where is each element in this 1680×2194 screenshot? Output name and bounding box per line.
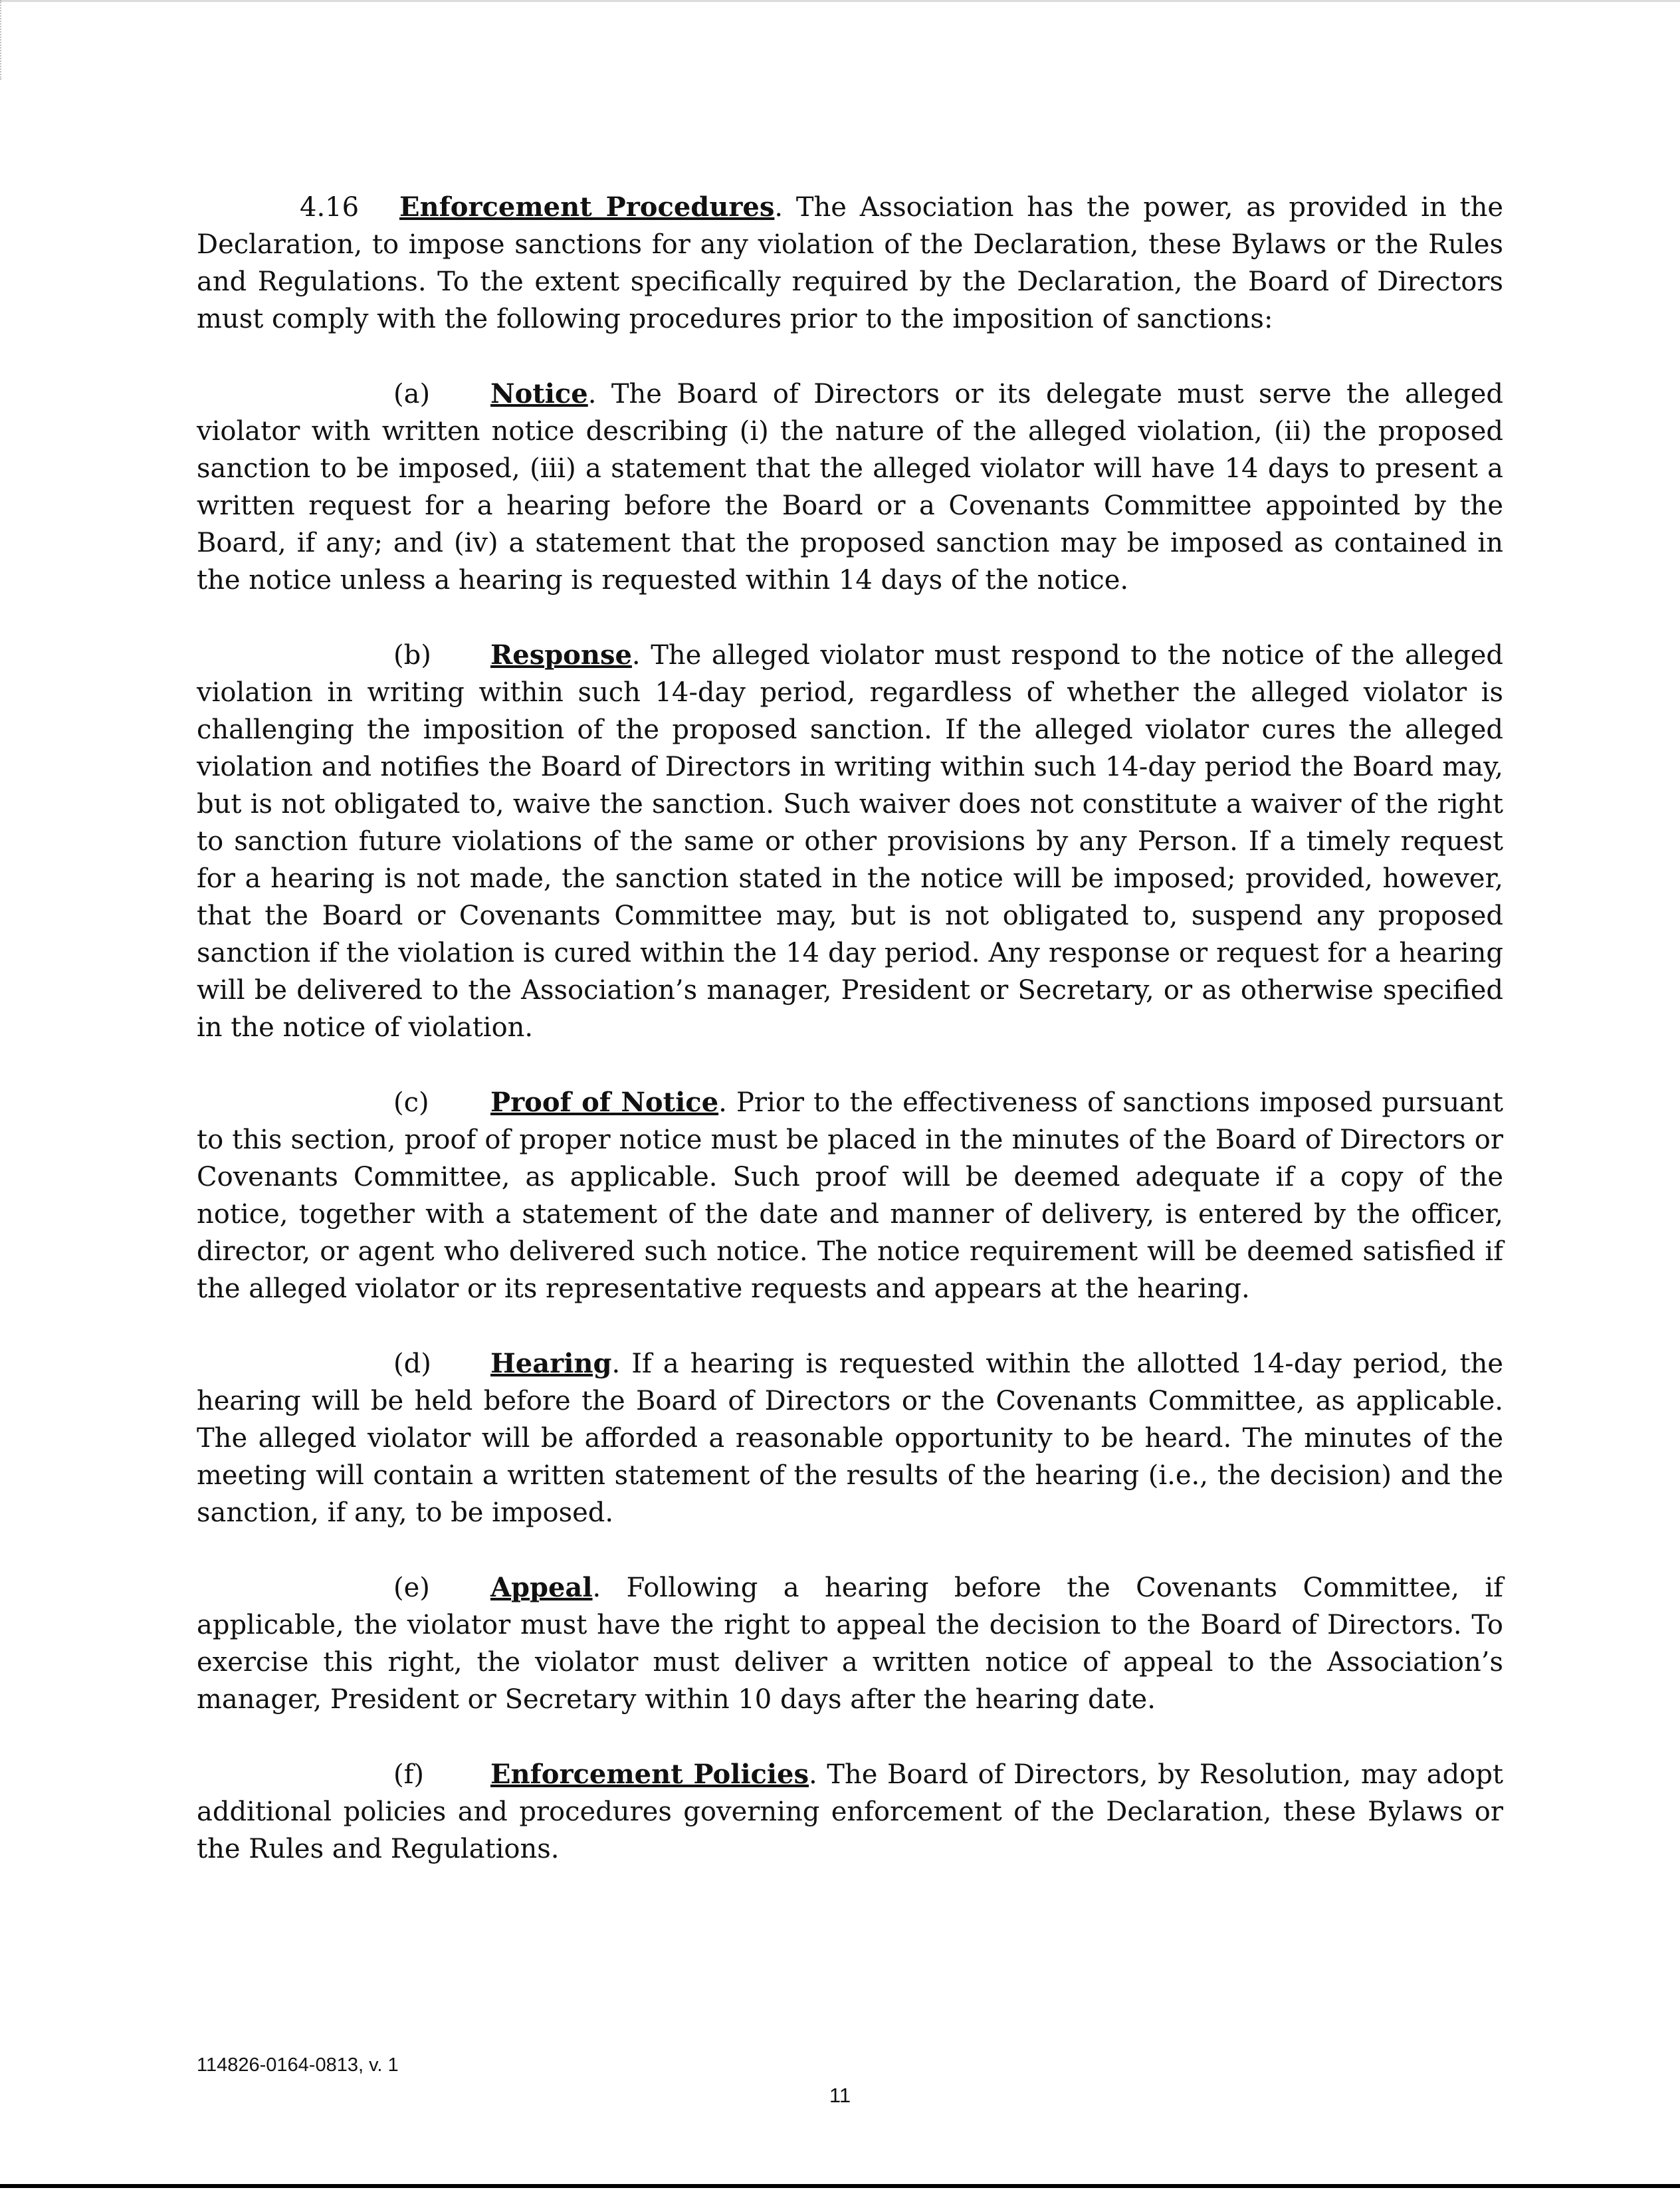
subsection-letter: (a) (393, 379, 431, 409)
subsection-letter: (f) (393, 1759, 425, 1790)
top-edge-line (0, 0, 1680, 2)
subsection-body: . The Board of Directors, by Resolution, may adopt additional policies and procedures governing enforcement of the Declaration, these Bylaws or the Rules and Regulations. (197, 1759, 1504, 1864)
subsection-f-enforcement-policies (197, 1756, 1503, 1868)
subsection-body: . Following a hearing before the Covenants Committee, if applicable, the violator must have the right to appeal the decision to the Board of Directors. To exercise this right, the violator must deliver a written notice of appeal to the Association’s manager, President or Secretary within 10 days after the hearing date. (197, 1573, 1503, 1715)
section-body: . The Association has the power, as provided in the Declaration, to impose sanctions for any violation of the Declaration, these Bylaws or the Rules and Regulations. To the extent specifically required by the Declaration, the Board of Directors must comply with the following procedures prior to the imposition of sanctions: (197, 192, 1503, 334)
document-page (197, 189, 1503, 1906)
subsection-body: . If a hearing is requested within the allotted 14-day period, the hearing will be held before the Board of Directors or the Covenants Committee, as applicable. The alleged violator will be afforded a reasonable opportunity to be heard. The minutes of the meeting will contain a written statement of the results of the hearing (i.e., the decision) and the sanction, if any, to be imposed. (197, 1349, 1503, 1528)
subsection-letter: (c) (393, 1087, 429, 1118)
subsection-heading: Response (490, 639, 632, 671)
section-heading: Enforcement Procedures (399, 191, 775, 223)
subsection-heading: Enforcement Policies (490, 1759, 809, 1790)
subsection-body: . Prior to the effectiveness of sanctions imposed pursuant to this section, proof of proper notice must be placed in the minutes of the Board of Directors or Covenants Committee, as applicable. Such proof will be deemed adequate if a copy of the notice, together with a statement of the date and manner of delivery, is entered by the officer, director, or agent who delivered such notice. The notice requirement will be deemed satisfied if the alleged violator or its representative requests and appears at the hearing. (197, 1087, 1503, 1304)
bottom-edge-line (0, 2184, 1680, 2188)
subsection-letter: (d) (393, 1349, 431, 1379)
page-number: 11 (829, 2084, 851, 2107)
subsection-letter: (b) (393, 640, 431, 671)
section-4-16 (197, 189, 1503, 338)
subsection-a-notice (197, 376, 1503, 599)
section-number: 4.16 (300, 192, 360, 223)
subsection-heading: Proof of Notice (490, 1087, 719, 1118)
subsection-letter: (e) (393, 1573, 430, 1603)
subsection-d-hearing (197, 1345, 1503, 1531)
subsection-body: . The Board of Directors or its delegate must serve the alleged violator with written notice describing (i) the nature of the alleged violation, (ii) the proposed sanction to be imposed, (iii) a statement that the alleged violator will have 14 days to present a written request for a hearing before the Board or a Covenants Committee appointed by the Board, if any; and (iv) a statement that the proposed sanction may be imposed as contained in the notice unless a hearing is requested within 14 days of the notice. (197, 379, 1503, 596)
subsection-heading: Hearing (490, 1348, 612, 1379)
subsection-heading: Notice (490, 378, 588, 409)
subsection-b-response (197, 637, 1503, 1046)
left-edge-scan-mark (0, 0, 4, 80)
subsection-e-appeal (197, 1569, 1503, 1718)
subsection-heading: Appeal (490, 1572, 593, 1603)
subsection-body: . The alleged violator must respond to the notice of the alleged violation in writing within such 14-day period, regardless of whether the alleged violator is challenging the imposition of the proposed sanction. If the alleged violator cures the alleged violation and notifies the Board of Directors in writing within such 14-day period the Board may, but is not obligated to, waive the sanction. Such waiver does not constitute a waiver of the right to sanction future violations of the same or other provisions by any Person. If a timely request for a hearing is not made, the sanction stated in the notice will be imposed; provided, however, that the Board or Covenants Committee may, but is not obligated to, suspend any proposed sanction if the violation is cured within the 14 day period. Any response or request for a hearing will be delivered to the Association’s manager, President or Secretary, or as otherwise specified in the notice of violation. (197, 640, 1503, 1043)
subsection-c-proof-of-notice (197, 1084, 1503, 1307)
footer-document-id: 114826-0164-0813, v. 1 (197, 2054, 399, 2076)
